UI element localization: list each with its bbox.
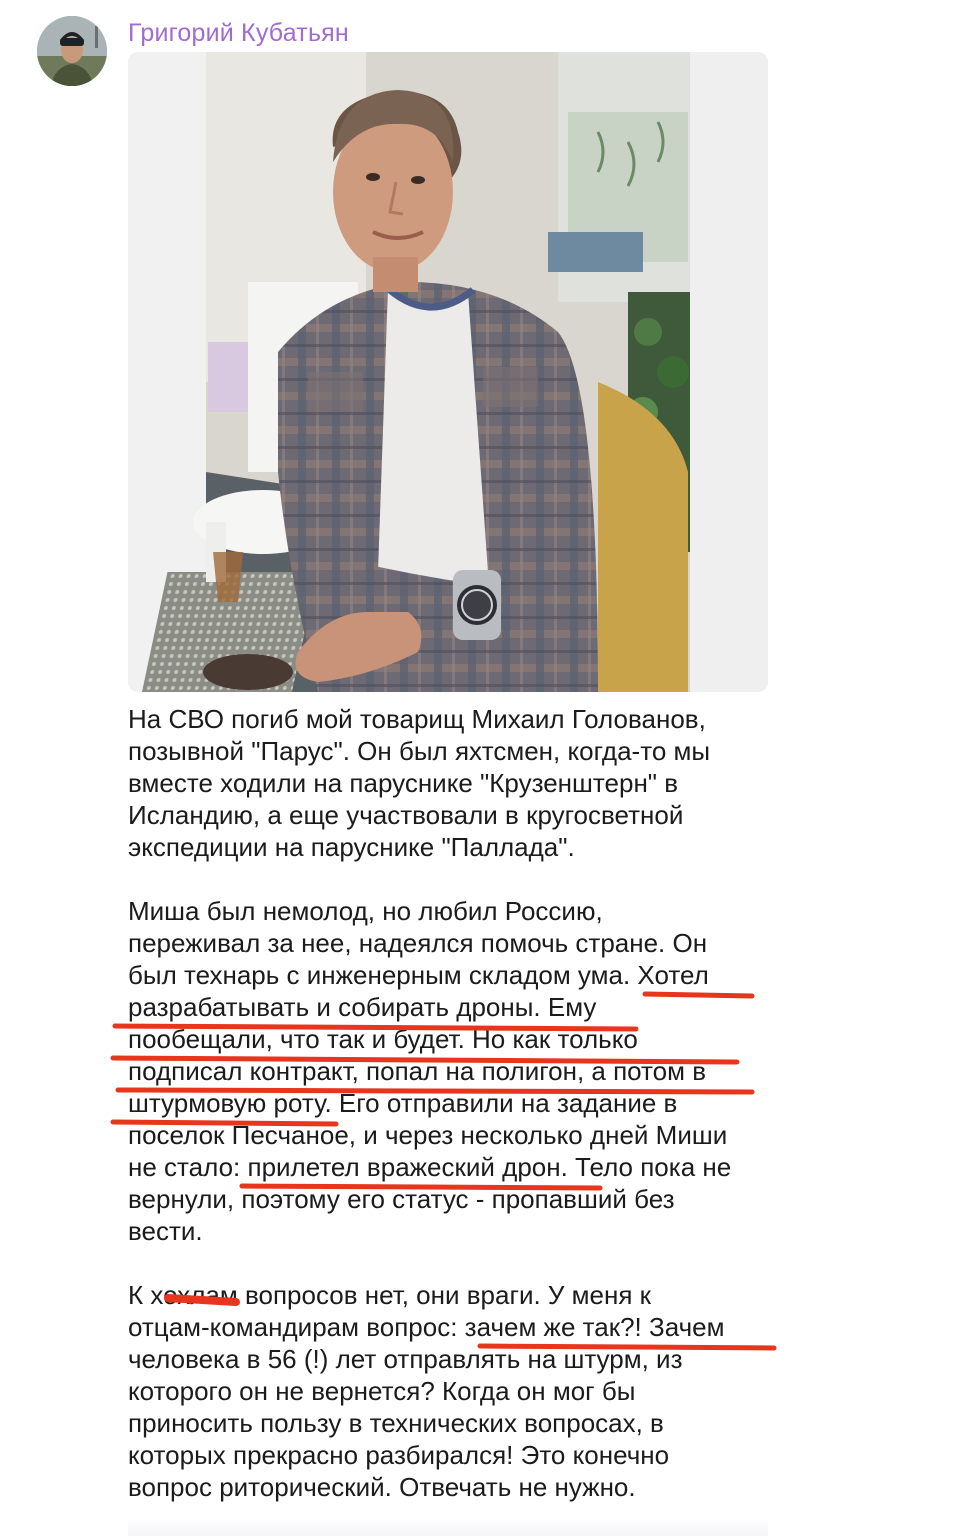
text-line: вести. — [128, 1216, 203, 1246]
post-paragraph — [128, 1279, 788, 1503]
text-line: вместе ходили на паруснике "Крузенштерн" в — [128, 768, 679, 798]
text-line: не стало: прилетел вражеский дрон. Тело пока не — [128, 1152, 732, 1182]
text-line: На СВО погиб мой товарищ Михаил Голованов, — [128, 704, 706, 734]
author-avatar[interactable] — [37, 16, 107, 86]
text-line: разрабатывать и собирать дроны. Ему — [128, 992, 597, 1022]
text-line: приносить пользу в технических вопросах, в — [128, 1408, 664, 1438]
text-line: штурмовую роту. Его отправили на задание в — [128, 1088, 678, 1118]
text-line: отцам-командирам вопрос: зачем же так?! Зачем — [128, 1312, 725, 1342]
text-line: позывной "Парус". Он был яхтсмен, когда-то мы — [128, 736, 711, 766]
text-line: которых прекрасно разбирался! Это конечно — [128, 1440, 670, 1470]
text-line: был технарь с инженерным складом ума. Хотел — [128, 960, 709, 990]
text-line: Миша был немолод, но любил Россию, — [128, 896, 603, 926]
text-line: Исландию, а еще участвовали в кругосветной — [128, 800, 684, 830]
post-photo-image — [128, 52, 768, 692]
text-line: пообещали, что так и будет. Но как только — [128, 1024, 638, 1054]
text-line: поселок Песчаное, и через несколько дней Миши — [128, 1120, 728, 1150]
text-line: человека в 56 (!) лет отправлять на штурм, из — [128, 1344, 683, 1374]
text-line: вопрос риторический. Отвечать не нужно. — [128, 1472, 636, 1502]
post-text — [128, 703, 788, 1503]
post-paragraph — [128, 703, 788, 863]
author-name[interactable]: Григорий Кубатьян — [128, 19, 349, 47]
text-line: экспедиции на паруснике "Паллада". — [128, 832, 575, 862]
user-avatar-icon — [37, 16, 107, 86]
text-line: подписал контракт, попал на полигон, а потом в — [128, 1056, 707, 1086]
next-message-edge — [128, 1518, 768, 1536]
post-photo[interactable] — [128, 52, 768, 692]
text-line: которого он не вернется? Когда он мог бы — [128, 1376, 636, 1406]
text-line: переживал за нее, надеялся помочь стране. Он — [128, 928, 708, 958]
text-line: К хохлам вопросов нет, они враги. У меня к — [128, 1280, 652, 1310]
text-line: вернули, поэтому его статус - пропавший без — [128, 1184, 675, 1214]
post-paragraph — [128, 895, 788, 1247]
